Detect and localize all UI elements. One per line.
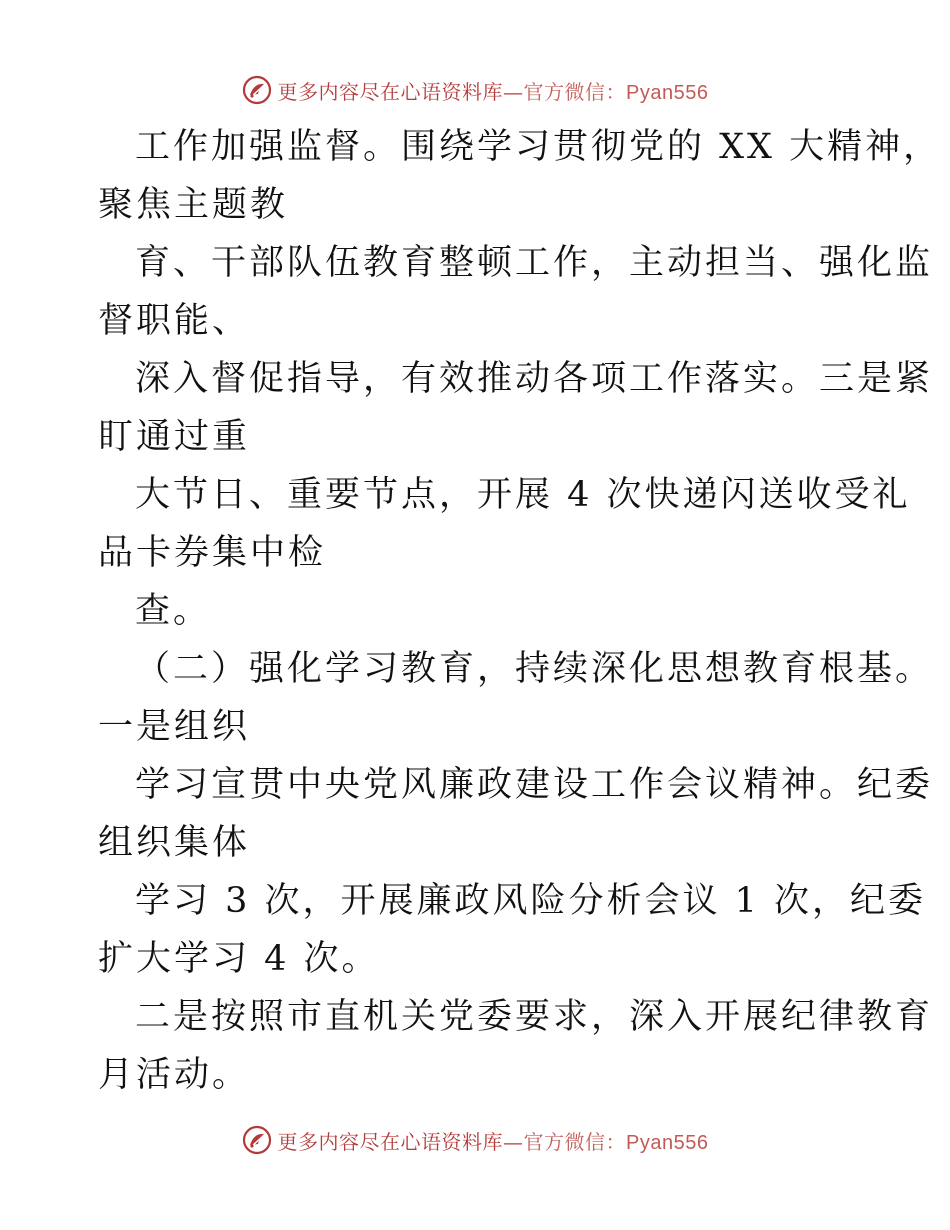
paragraph-6-line-1: （二）强化学习教育，持续深化思想教育根基。 (135, 649, 934, 689)
paragraph-2-line-1: 育、干部队伍教育整顿工作，主动担当、强化监 (135, 243, 934, 283)
paragraph-7-line-2: 组织集体 (98, 823, 251, 863)
paragraph-7-line-1: 学习宣贯中央党风廉政建设工作会议精神。纪委 (135, 765, 934, 805)
paragraph-5-line-1: 查。 (135, 591, 212, 631)
paragraph-1-line-2: 聚焦主题教 (98, 185, 289, 225)
wechat-id: Pyan556 (626, 81, 709, 104)
footer-watermark (0, 1120, 950, 1160)
header-watermark (0, 70, 950, 110)
paragraph-4-line-1: 大节日、重要节点，开展 4 次快递闪送收受礼 (135, 475, 911, 515)
paragraph-6-line-2: 一是组织 (98, 707, 251, 747)
paragraph-9-line-2: 月活动。 (98, 1055, 251, 1095)
paragraph-4-line-2: 品卡券集中检 (98, 533, 327, 573)
wechat-label: 官方微信： (523, 1129, 627, 1154)
brand-logo-icon (242, 1125, 272, 1155)
paragraph-8-line-1: 学习 3 次，开展廉政风险分析会议 1 次，纪委 (135, 881, 927, 921)
paragraph-9-line-1: 二是按照市直机关党委要求，深入开展纪律教育 (135, 997, 934, 1037)
wechat-id: Pyan556 (626, 1131, 709, 1154)
paragraph-1-line-1: 工作加强监督。围绕学习贯彻党的 XX 大精神， (135, 127, 942, 167)
watermark-text (278, 76, 709, 105)
wechat-label: 官方微信： (523, 79, 627, 104)
separator: — (503, 1129, 524, 1154)
paragraph-3-line-1: 深入督促指导，有效推动各项工作落实。三是紧 (135, 359, 934, 399)
separator: — (503, 79, 524, 104)
brand-text: 更多内容尽在心语资料库 (277, 79, 504, 104)
brand-text: 更多内容尽在心语资料库 (277, 1129, 504, 1154)
paragraph-8-line-2: 扩大学习 4 次。 (98, 939, 380, 979)
brand-logo-icon (242, 75, 272, 105)
paragraph-3-line-2: 盯通过重 (98, 417, 251, 457)
paragraph-2-line-2: 督职能、 (98, 301, 251, 341)
watermark-text (278, 1126, 709, 1155)
